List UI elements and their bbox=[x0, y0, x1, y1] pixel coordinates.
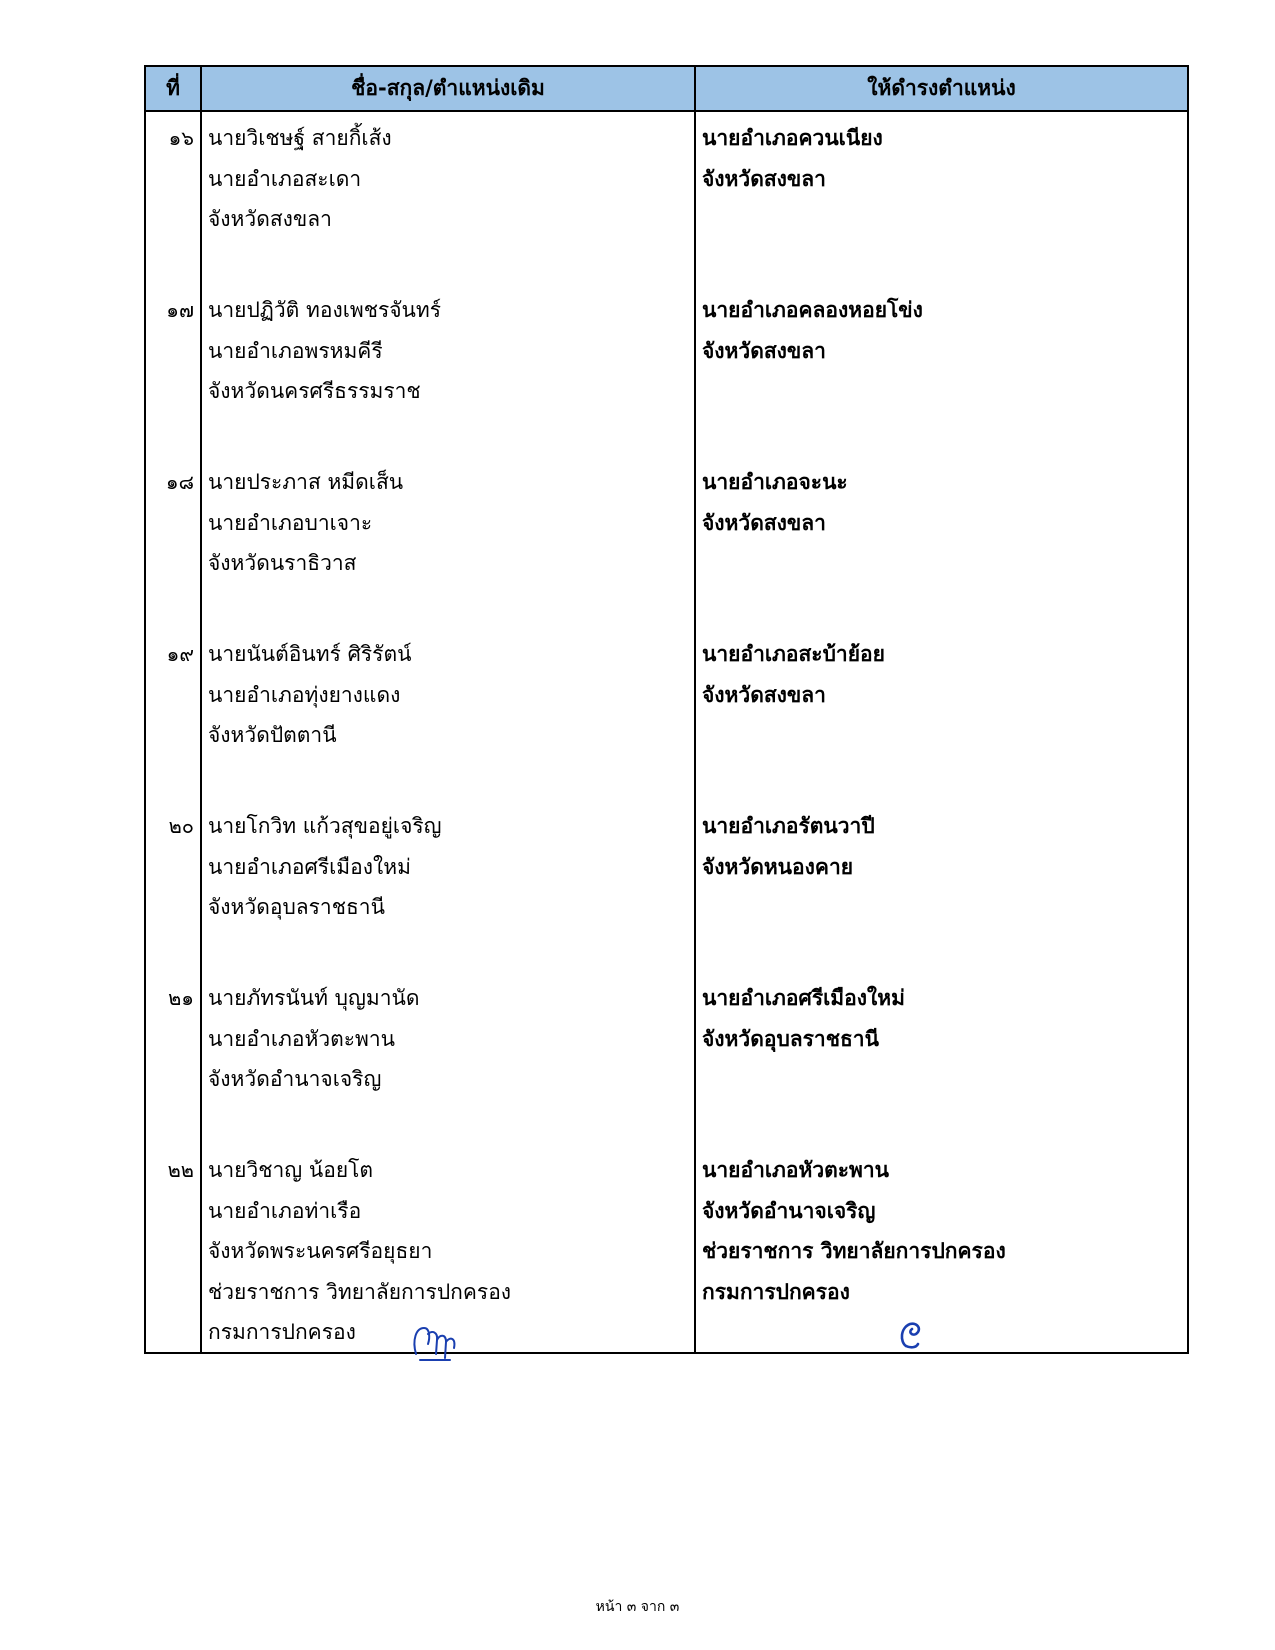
new-position-cell bbox=[696, 112, 1187, 284]
row-number: ๒๒ bbox=[167, 1158, 194, 1182]
table-row bbox=[146, 800, 1187, 972]
old-position-line: นายโกวิท แก้วสุขอยู่เจริญ bbox=[208, 814, 442, 838]
row-number-cell bbox=[146, 112, 202, 284]
row-number-cell bbox=[146, 456, 202, 628]
old-position-cell bbox=[202, 456, 696, 628]
old-position-line: นายอำเภอสะเดา bbox=[208, 166, 362, 191]
old-position-line: จังหวัดปัตตานี bbox=[208, 723, 337, 747]
new-position-line: นายอำเภอสะบ้าย้อย bbox=[702, 642, 885, 666]
row-number: ๑๖ bbox=[168, 126, 194, 150]
new-position-line: กรมการปกครอง bbox=[702, 1279, 850, 1304]
new-position-line: นายอำเภอรัตนวาปี bbox=[702, 814, 875, 838]
table-row bbox=[146, 112, 1187, 284]
new-position-cell bbox=[696, 1144, 1187, 1352]
table-row bbox=[146, 284, 1187, 456]
new-position-line: ช่วยราชการ วิทยาลัยการปกครอง bbox=[702, 1239, 1006, 1263]
new-position-line: จังหวัดอุบลราชธานี bbox=[702, 1026, 879, 1051]
old-position-line: นายวิชาญ น้อยโต bbox=[208, 1158, 374, 1182]
old-position-line: นายวิเชษฐ์ สายกิ้เส้ง bbox=[208, 126, 392, 150]
new-position-line: นายอำเภอคลองหอยโข่ง bbox=[702, 298, 923, 322]
page-footer: หน้า ๓ จาก ๓ bbox=[595, 1599, 680, 1615]
old-position-line: จังหวัดอุบลราชธานี bbox=[208, 895, 385, 919]
row-number-cell bbox=[146, 800, 202, 972]
old-position-line: ช่วยราชการ วิทยาลัยการปกครอง bbox=[208, 1279, 512, 1304]
row-number-cell bbox=[146, 284, 202, 456]
old-position-cell bbox=[202, 628, 696, 800]
new-position-cell bbox=[696, 456, 1187, 628]
old-position-line: นายอำเภอบาเจาะ bbox=[208, 510, 373, 535]
new-position-line: จังหวัดสงขลา bbox=[702, 510, 826, 535]
new-position-line: จังหวัดสงขลา bbox=[702, 682, 826, 707]
old-position-line: นายภัทรนันท์ บุญมานัด bbox=[208, 986, 420, 1010]
old-position-line: จังหวัดสงขลา bbox=[208, 207, 332, 231]
old-position-line: นายอำเภอหัวตะพาน bbox=[208, 1026, 396, 1051]
old-position-line: จังหวัดอำนาจเจริญ bbox=[208, 1067, 382, 1091]
row-number-cell bbox=[146, 972, 202, 1144]
new-position-line: นายอำเภอหัวตะพาน bbox=[702, 1158, 890, 1182]
table-body bbox=[146, 112, 1187, 1352]
table-header bbox=[146, 67, 1187, 112]
row-number: ๑๘ bbox=[165, 470, 194, 494]
new-position-cell bbox=[696, 628, 1187, 800]
table-row bbox=[146, 1144, 1187, 1352]
old-position-line: จังหวัดนราธิวาส bbox=[208, 551, 357, 575]
old-position-line: นายนันต์อินทร์ ศิริรัตน์ bbox=[208, 642, 412, 666]
header-old-position: ชื่อ-สกุล/ตำแหน่งเดิม bbox=[202, 67, 696, 110]
row-number: ๒๐ bbox=[168, 814, 194, 838]
new-position-cell bbox=[696, 972, 1187, 1144]
new-position-line: นายอำเภอศรีเมืองใหม่ bbox=[702, 986, 905, 1010]
old-position-line: นายอำเภอท่าเรือ bbox=[208, 1198, 362, 1223]
row-number: ๑๙ bbox=[166, 642, 194, 666]
table-row bbox=[146, 456, 1187, 628]
header-new-position: ให้ดำรงตำแหน่ง bbox=[867, 76, 1016, 100]
header-no: ที่ bbox=[146, 67, 202, 110]
new-position-line: นายอำเภอควนเนียง bbox=[702, 126, 883, 150]
old-position-line: นายอำเภอพรหมคีรี bbox=[208, 338, 383, 363]
signature-mark-right bbox=[896, 1316, 926, 1354]
old-position-line: นายอำเภอทุ่งยางแดง bbox=[208, 682, 401, 707]
old-position-line: จังหวัดนครศรีธรรมราช bbox=[208, 379, 421, 403]
old-position-line: จังหวัดพระนครศรีอยุธยา bbox=[208, 1239, 433, 1263]
old-position-line: นายประภาส หมีดเส็น bbox=[208, 470, 404, 494]
new-position-line: จังหวัดสงขลา bbox=[702, 338, 826, 363]
old-position-cell bbox=[202, 800, 696, 972]
old-position-cell bbox=[202, 284, 696, 456]
new-position-cell bbox=[696, 284, 1187, 456]
old-position-line: นายปฏิวัติ ทองเพชรจันทร์ bbox=[208, 298, 442, 322]
row-number: ๒๑ bbox=[168, 986, 194, 1010]
signature-mark-left bbox=[410, 1320, 466, 1362]
table-row bbox=[146, 972, 1187, 1144]
old-position-cell bbox=[202, 972, 696, 1144]
row-number-cell bbox=[146, 1144, 202, 1352]
new-position-line: นายอำเภอจะนะ bbox=[702, 470, 848, 494]
row-number: ๑๗ bbox=[166, 298, 194, 322]
old-position-cell bbox=[202, 112, 696, 284]
appointment-table bbox=[144, 65, 1189, 1354]
table-row bbox=[146, 628, 1187, 800]
new-position-cell bbox=[696, 800, 1187, 972]
old-position-line: นายอำเภอศรีเมืองใหม่ bbox=[208, 854, 411, 879]
old-position-line: กรมการปกครอง bbox=[208, 1320, 356, 1344]
new-position-line: จังหวัดหนองคาย bbox=[702, 854, 854, 879]
row-number-cell bbox=[146, 628, 202, 800]
new-position-line: จังหวัดอำนาจเจริญ bbox=[702, 1198, 876, 1223]
new-position-line: จังหวัดสงขลา bbox=[702, 166, 826, 191]
